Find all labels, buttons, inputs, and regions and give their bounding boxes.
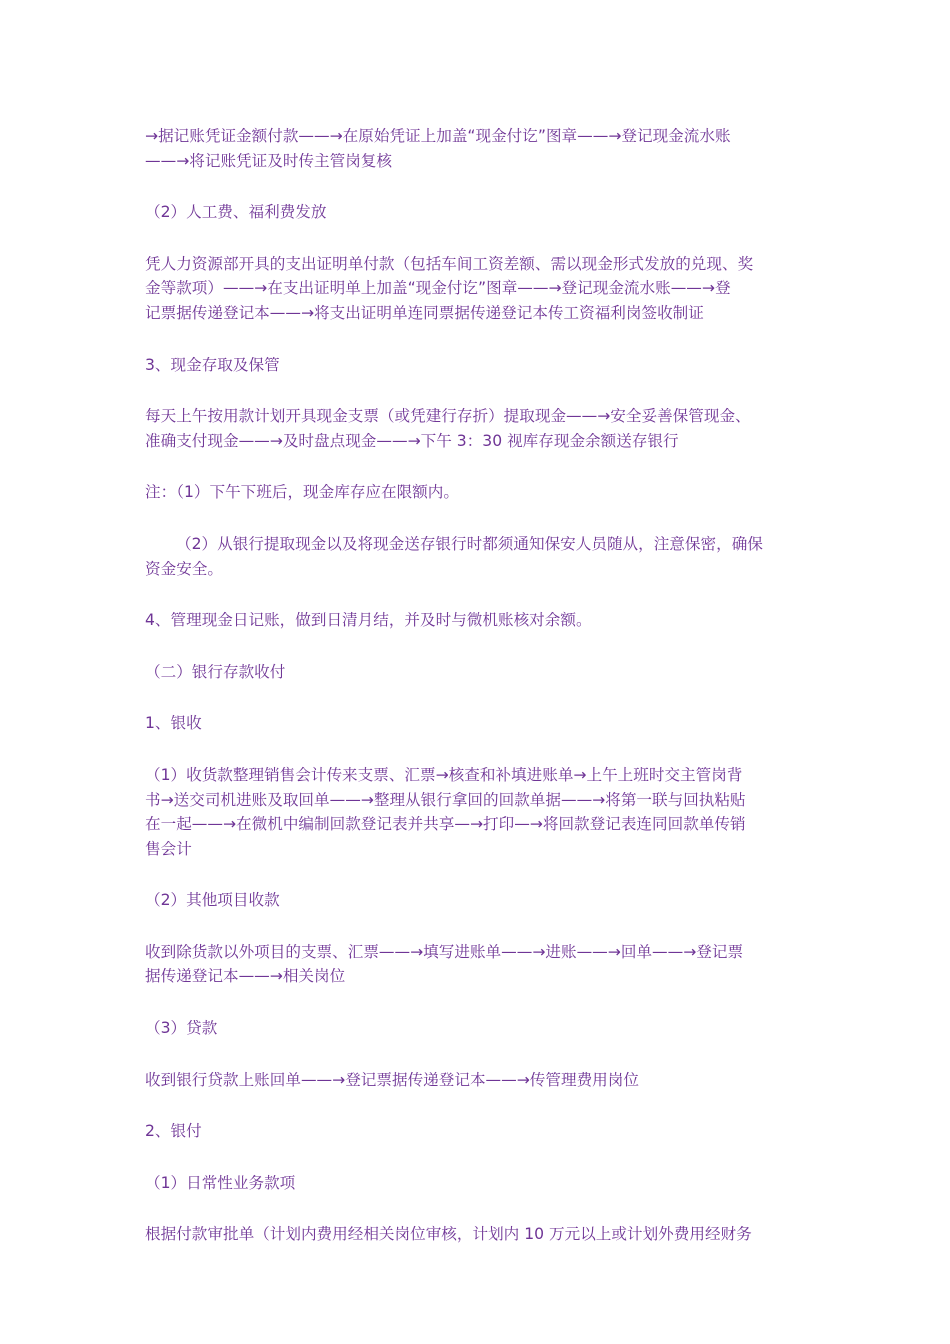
text-line: （2）人工费、福利费发放 (145, 203, 327, 222)
paragraph-goods-payment-flow (145, 763, 807, 861)
paragraph-loan-flow (145, 1068, 807, 1093)
document-page (145, 124, 807, 1274)
paragraph-labor-welfare-flow (145, 252, 807, 326)
paragraph-heading-bank-payment (145, 1119, 807, 1144)
text-line: 4、管理现金日记账，做到日清月结，并及时与微机账核对余额。 (145, 611, 592, 630)
paragraph-note-1 (145, 480, 807, 505)
text-line: 注：（1）下午下班后，现金库存应在限额内。 (145, 483, 459, 502)
paragraph-cash-storage-flow (145, 404, 807, 453)
text-line: 2、银付 (145, 1122, 202, 1141)
text-line: 收到除货款以外项目的支票、汇票——→填写进账单——→进账——→回单——→登记票 (145, 942, 744, 961)
text-line: 根据付款审批单（计划内费用经相关岗位审核，计划内 10 万元以上或计划外费用经财务 (145, 1225, 752, 1244)
text-line: （2）其他项目收款 (145, 891, 280, 910)
text-line: 售会计 (145, 839, 192, 858)
paragraph-cash-payment-flow (145, 124, 807, 173)
paragraph-heading-loan (145, 1016, 807, 1041)
paragraph-heading-routine-payments (145, 1171, 807, 1196)
paragraph-heading-other-receipts (145, 888, 807, 913)
text-line: ——→将记账凭证及时传主管岗复核 (145, 151, 392, 170)
text-line: 收到银行贷款上账回单——→登记票据传递登记本——→传管理费用岗位 (145, 1070, 639, 1089)
text-line: 准确支付现金——→及时盘点现金——→下午 3：30 视库存现金余额送存银行 (145, 431, 679, 450)
text-line: （1）日常性业务款项 (145, 1173, 296, 1192)
text-line: 每天上午按用款计划开具现金支票（或凭建行存折）提取现金——→安全妥善保管现金、 (145, 407, 751, 426)
text-line: →据记账凭证金额付款——→在原始凭证上加盖“现金付讫”图章——→登记现金流水账 (145, 127, 731, 145)
text-line: （3）贷款 (145, 1019, 218, 1038)
text-line: 据传递登记本——→相关岗位 (145, 967, 346, 986)
text-line: （2）从银行提取现金以及将现金送存银行时都须通知保安人员随从，注意保密，确保 (176, 534, 763, 553)
text-line: 书→送交司机进账及取回单——→整理从银行拿回的回款单据——→将第一联与回执粘贴 (145, 790, 746, 809)
text-line: （二）银行存款收付 (145, 662, 286, 681)
text-line: 1、银收 (145, 714, 202, 733)
paragraph-cash-journal (145, 608, 807, 633)
paragraph-other-receipts-flow (145, 940, 807, 989)
text-line: 资金安全。 (145, 559, 223, 578)
text-line: （1）收货款整理销售会计传来支票、汇票→核查和补填进账单→上午上班时交主管岗背 (145, 765, 743, 784)
text-line: 凭人力资源部开具的支出证明单付款（包括车间工资差额、需以现金形式发放的兑现、奖 (145, 254, 754, 273)
paragraph-heading-bank-deposit (145, 660, 807, 685)
text-line: 金等款项）——→在支出证明单上加盖“现金付讫”图章——→登记现金流水账——→登 (145, 279, 731, 298)
paragraph-routine-payments-flow (145, 1222, 807, 1247)
paragraph-heading-cash-storage (145, 353, 807, 378)
text-line: 在一起——→在微机中编制回款登记表并共享—→打印—→将回款登记表连同回款单传销 (145, 815, 746, 834)
text-line: 3、现金存取及保管 (145, 355, 280, 374)
text-line: 记票据传递登记本——→将支出证明单连同票据传递登记本传工资福利岗签收制证 (145, 303, 704, 322)
paragraph-note-2 (145, 532, 807, 581)
paragraph-heading-bank-receipt (145, 711, 807, 736)
paragraph-heading-labor-welfare (145, 200, 807, 225)
